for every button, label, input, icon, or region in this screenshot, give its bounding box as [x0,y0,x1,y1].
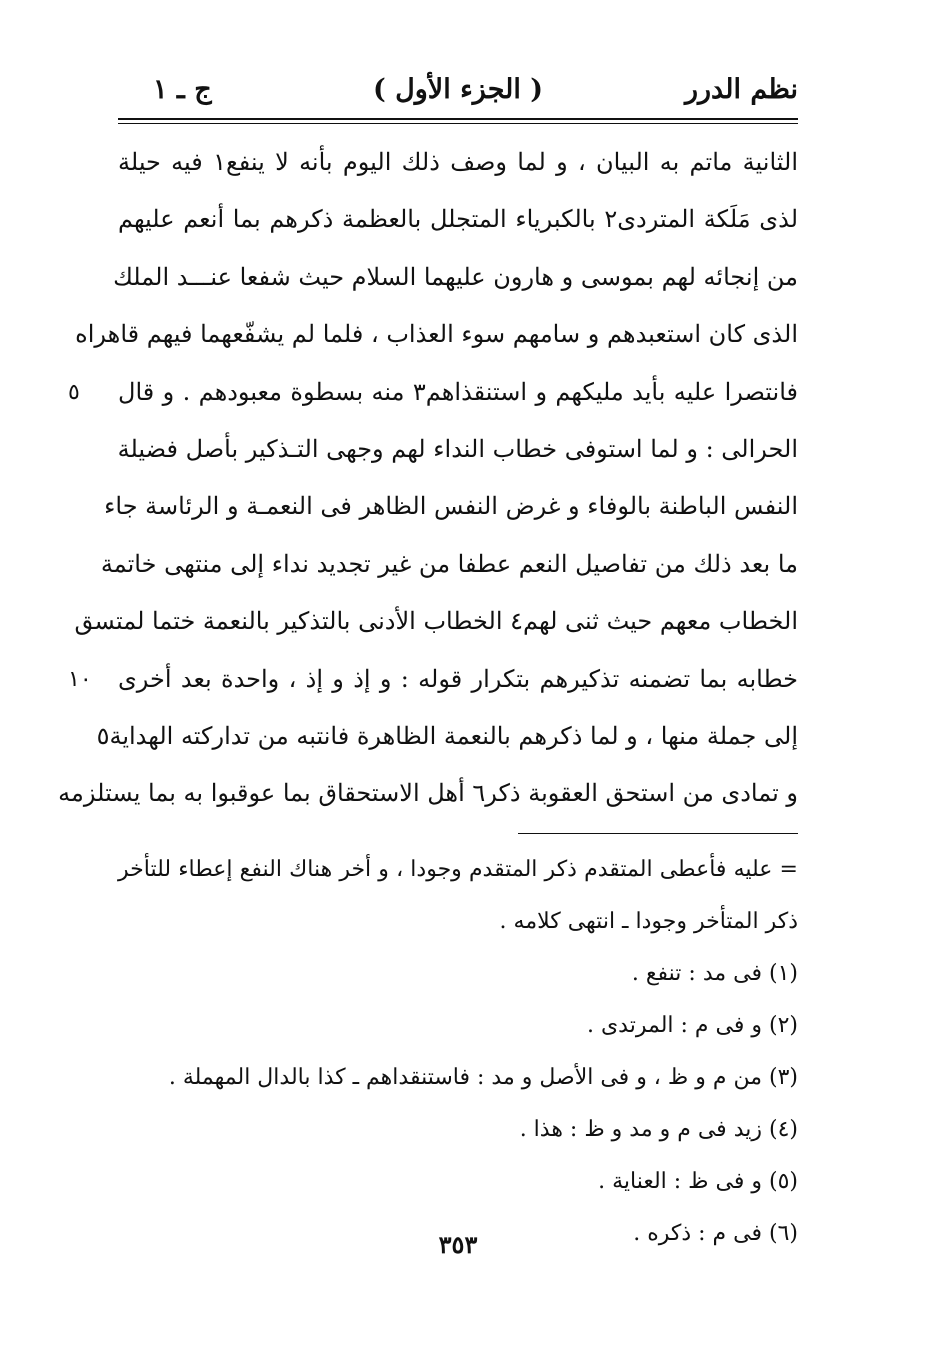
book-title: نظم الدرر [684,74,798,105]
volume-label: ج ـ ١ [153,74,212,105]
text-line: من إنجائه لهم بموسى و هارون عليهما السلام حيث شفعا عنـــد الملك [113,262,798,291]
footnote-separator [518,833,798,834]
text-line: و تمادى من استحق العقوبة ذكر٦ أهل الاستحقاق بما عوقبوا به بما يستلزمه [58,779,798,808]
footnote: (٤) زيد فى م و مد و ظ : هذا . [519,1116,798,1142]
text-line: إلى جملة منها ، و لما ذكرهم بالنعمة الظاهرة فانتبه من تداركته الهداية٥ [96,721,798,750]
text-line: الذى كان استعبدهم و سامهم سوء العذاب ، فلما لم يشفّعهما فيهم قاهراه [75,320,798,349]
text-line: الخطاب معهم حيث ثنى لهم٤ الخطاب الأدنى بالتذكير بالنعمة ختما لمتسق [74,607,798,636]
text-line: ما بعد ذلك من تفاصيل النعم عطفا من غير تجديد نداء إلى منتهى خاتمة [100,549,798,578]
footnote-continuation: ذكر المتأخر وجودا ـ انتهى كلامه . [499,908,798,934]
text-line: النفس الباطنة بالوفاء و غرض النفس الظاهر فى النعمـة و الرئاسة جاء [104,492,798,521]
footnote: (١) فى مد : تنفع . [631,960,798,986]
text-line: لذى مَلَكة المتردى٢ بالكبرياء المتجلل بالعظمة ذكرهم بما أنعم عليهم [118,205,799,234]
text-line: خطابه بما تضمنه تذكيرهم بتكرار قوله : و إذ و إذ ، واحدة بعد أخرى ١٠ [118,651,798,708]
main-text [58,134,799,823]
text-line: الثانية ماتم به البيان ، و لما وصف ذلك اليوم بأنه لا ينفع١ فيه حيلة [118,148,798,176]
line-number-marker: ٥ [68,379,80,405]
running-header [118,68,798,118]
page-number: ٣٥٣ [438,1230,478,1259]
part-title: ( الجزء الأول ) [372,74,544,105]
footnote: (٦) فى م : ذكره . [633,1220,798,1246]
header-double-rule [118,118,798,124]
book-page [58,68,799,1328]
footnote: (٥) و فى ظ : العناية . [598,1168,798,1194]
footnote: (٣) من م و ظ ، و فى الأصل و مد : فاستنقداهم ـ كذا بالدال المهملة . [168,1064,798,1090]
footnote: (٢) و فى م : المرتدى . [586,1012,798,1038]
line-number-marker: ١٠ [68,666,92,692]
text-line: فانتصرا عليه بأيد مليكهم و استنقذاهم٣ منه بسطوة معبودهم . و قال ٥ [118,364,798,421]
footnotes [118,844,798,1260]
text-line: الحرالى : و لما استوفى خطاب النداء لهم وجهى التـذكير بأصل فضيلة [117,434,798,463]
footnote-continuation: = عليه فأعطى المتقدم ذكر المتقدم وجودا ، و أخر هناك النفع إعطاء للتأخر [118,856,798,882]
